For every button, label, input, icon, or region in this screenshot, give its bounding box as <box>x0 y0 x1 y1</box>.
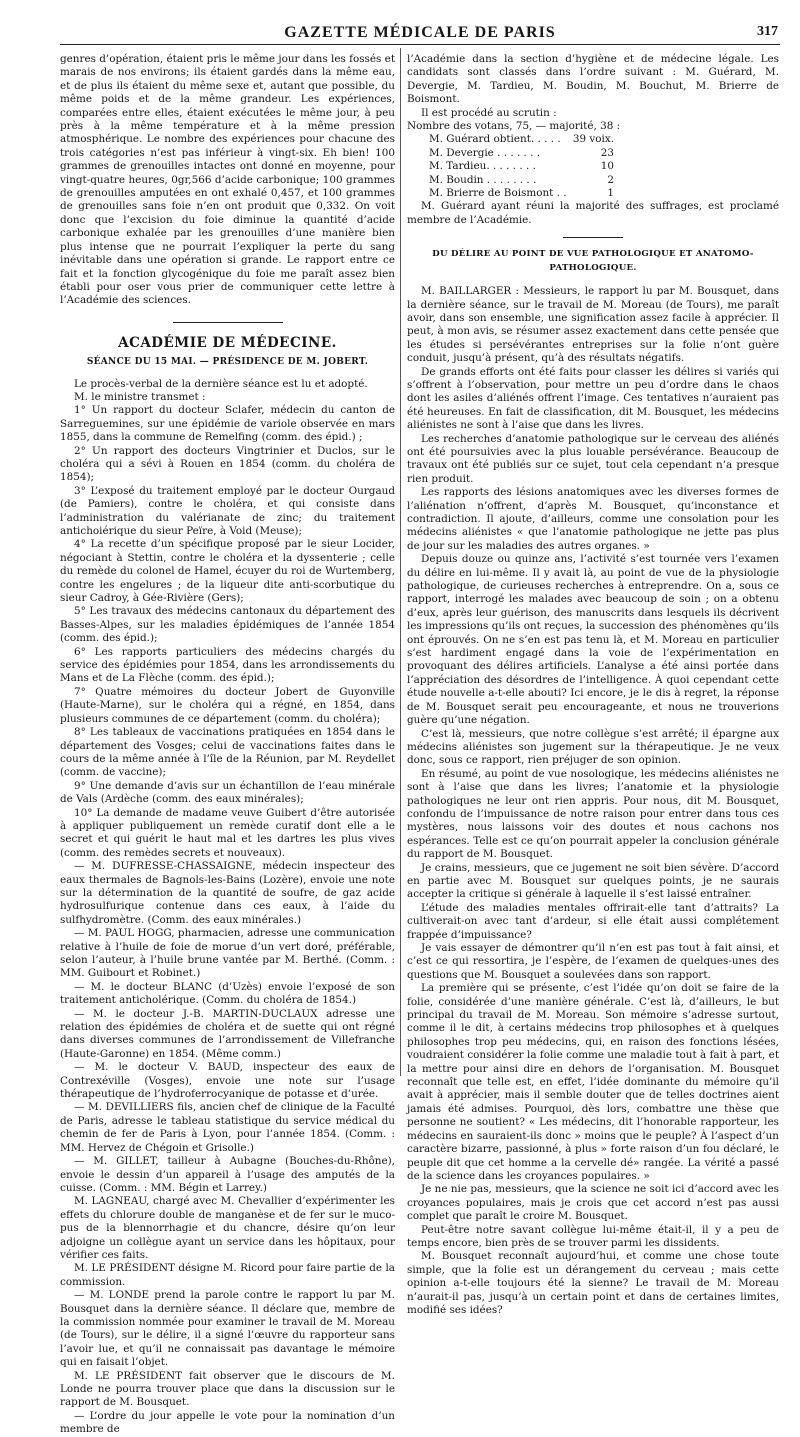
votants-line: Nombre des votans, 75, — majorité, 38 : <box>407 120 621 133</box>
section-separator <box>563 237 623 238</box>
paragraph: Le procès-verbal de la dernière séance est lu et adopté. <box>74 377 368 390</box>
page-number: 317 <box>757 24 778 39</box>
right-column <box>407 53 779 1316</box>
paragraph: Je ne nie pas, messieurs, que la science ne soit ici d’accord avec les croyances populaires, mais je crois que cet accord n’est pas aussi complet que paraît le croire M. Bousquet. <box>407 1183 779 1223</box>
paragraph: — M. DEVILLIERS fils, ancien chef de clinique de la Faculté de Paris, adresse le tableau statistique du service médical du chemin de fer de Paris à Lyon, pour l’année 1854. (Comm. : MM. Hervez de Chégoin et Grisolle.) <box>60 1101 395 1154</box>
paragraph: M. LE PRÉSIDENT fait observer que le discours de M. Londe ne pourra trouver place que dans la discussion sur le rapport de M. Bousquet. <box>60 1369 395 1409</box>
vote-count: 10 <box>600 160 614 173</box>
candidate-name: M. Brierre de Boismont . . <box>429 187 567 200</box>
paragraph: Les recherches d’anatomie pathologique sur le cerveau des aliénés ont été poursuivies avec la plus louable persévérance. Beaucoup de travaux ont été publiés sur ce sujet, tout cela cependant n’a presque rien produit. <box>407 432 779 485</box>
vote-row <box>407 147 614 160</box>
vote-count: 2 <box>607 173 614 186</box>
column-divider <box>400 48 401 1076</box>
candidate-name: M. Boudin . . . . . . . . <box>429 173 537 186</box>
continued-letter-text: genres d’opération, étaient pris le même jour dans les fossés et marais de nos environs; ils étaient gardés dans la même eau, et de plus ils étaient du même sexe et, autant que possible, du même poids et de la même grandeur. Les expériences, comparées entre elles, étaient exécutées le même jour, à peu près à la même température et à la même pression atmosphérique. Le nombre des expériences pour chacune des trois catégories n’est pas inférieur à vingt-six. Eh bien! 100 grammes de grenouilles intactes ont donné en moyenne, pour vingt-quatre heures, 0gr,566 d’acide carbonique; 100 grammes de grenouilles amputées en ont exhalé 0,457, et 100 grammes de grenouilles sans foie n’en ont produit que 0,332. On voit donc que l’excision du foie diminue la quantité d’acide carbonique exhalée par les grenouilles d’une manière bien plus intense que ne pourrait l’expliquer la perte du sang inévitable dans une opération si grande. Le rapport entre ce fait et la fonction glycogénique du foie me paraît assez bien établi pour oser vous prier de communiquer cette lettre à l’Académie des sciences. <box>60 53 395 307</box>
left-column <box>60 53 395 1436</box>
paragraph: M. LAGNEAU, chargé avec M. Chevallier d’expérimenter les effets du chlorure double de manganèse et de fer sur le muco-pus de la blennorrhagie et du chancre, désire qu’on leur adjoigne un collègue ayant un service dans les hôpitaux, pour vérifier ces faits. <box>60 1195 395 1261</box>
paragraph: — M. le docteur J.-B. MARTIN-DUCLAUX adresse une relation des épidémies de choléra et de suette qui ont régné dans diverses communes de l’arrondissement de Villefranche (Haute-Garonne) en 1854. (Même comm.) <box>60 1007 395 1060</box>
paragraph: — M. le docteur V. BAUD, inspecteur des eaux de Contrexéville (Vosges), envoie une note sur l’usage thérapeutique de l’hydroferrocyanique de potasse et d’urée. <box>60 1061 395 1101</box>
section-title: ACADÉMIE DE MÉDECINE. <box>118 334 337 351</box>
scrutin-line: Il est procédé au scrutin : <box>421 106 557 119</box>
paragraph: Je crains, messieurs, que ce jugement ne soit bien sévère. D’accord en partie avec M. Bousquet sur quelques points, je ne saurais accepter la critique si générale à laquelle il s’est laissé entraîner. <box>407 861 779 901</box>
paragraph: Je vais essayer de démontrer qu’il n’en est pas tout à fait ainsi, et c’est ce qui ressortira, je l’espère, de l’examen de quelques-unes des questions que M. Bousquet a soulevées dans son rapport. <box>407 942 779 981</box>
paragraph: — M. PAUL HOGG, pharmacien, adresse une communication relative à l’huile de foie de morue d’un vert doré, préférable, selon l’auteur, à l’huile brune vantée par M. Berthé. (Comm. : MM. Guibourt et Robinet.) <box>60 927 395 980</box>
candidate-name: M. Guérard obtient. . . . . <box>429 133 561 146</box>
vote-row <box>407 160 614 173</box>
vote-row <box>407 174 614 187</box>
paragraph: — M. GILLET, tailleur à Aubagne (Bouches-du-Rhône), envoie le dessin d’un appareil à l’usage des amputés de la cuisse. (Comm. : MM. Bégin et Larrey.) <box>60 1155 395 1194</box>
paragraph: Les rapports des lésions anatomiques avec les diverses formes de l’aliénation n’offrent, d’après M. Bousquet, qu’inconstance et contradiction. Il ajoute, d’ailleurs, comme une consolation pour les médecins aliénistes « que l’anatomie pathologique ne jette pas plus de jour sur les maladies des autres organes. » <box>407 486 779 552</box>
paragraph: 4° La recette d’un spécifique proposé par le sieur Locider, négociant à Stettin, contre le choléra et la dyssenterie ; celle du remède du colonel de Hamel, écuyer du roi de Wurtemberg, contre les engelures ; de la liqueur dite anti-scorbutique du sieur Cadroy, à Gée-Rivière (Gers); <box>60 538 395 605</box>
paragraph: 2° Un rapport des docteurs Vingtrinier et Duclos, sur le choléra qui a sévi à Rouen en 1854 (comm. du choléra de 1854); <box>60 444 395 484</box>
session-line: SÉANCE DU 15 MAI. — PRÉSIDENCE DE M. JOBERT. <box>86 357 369 368</box>
paragraph: M. Bousquet reconnaît aujourd’hui, et comme une chose toute simple, que la folie est un dérangement du cerveau ; mais cette opinion a-t-elle toujours été la sienne? Le travail de M. Moreau n’aurait-il pas, jusqu’à un certain point et dans de certaines limites, modifié ses idées? <box>407 1250 779 1316</box>
paragraph: M. BAILLARGER : Messieurs, le rapport lu par M. Bousquet, dans la dernière séance, sur le travail de M. Moreau (de Tours), me paraît avoir, dans son ensemble, une signification assez facile à apprécier. Il peut, à mon avis, se résumer assez exactement dans cette pensée que les études si persévérantes entreprises sur la folie n’ont guère conduit, jusqu’à présent, qu’à des résultats négatifs. <box>407 285 779 365</box>
paragraph: M. LE PRÉSIDENT désigne M. Ricord pour faire partie de la commission. <box>60 1262 395 1288</box>
paragraph: M. le ministre transmet : <box>74 390 206 403</box>
vote-count: 23 <box>600 146 614 159</box>
candidate-name: M. Devergie . . . . . . . <box>429 146 541 159</box>
vote-count: 39 voix. <box>572 133 614 146</box>
paragraph: 3° L’exposé du traitement employé par le docteur Ourgaud (de Pamiers), contre le choléra, et qui consiste dans l’administration du valérianate de zinc; du traitement antichoiérique du sieur Peïre, à Void (Meuse); <box>60 484 395 537</box>
paragraph: C’est là, messieurs, que notre collègue s’est arrêté; il épargne aux médecins aliénistes son jugement sur la thérapeutique. Je ne veux donc, sous ce rapport, rien préjuger de son opinion. <box>407 727 779 767</box>
paragraph: 7° Quatre mémoires du docteur Jobert de Guyonville (Haute-Marne), sur le choléra qui a régné, en 1854, dans plusieurs communes de ce département (comm. du choléra); <box>60 685 395 725</box>
paragraph: 1° Un rapport du docteur Sclafer, médecin du canton de Sarreguemines, sur une épidémie de variole observée en mars 1855, dans la commune de Remelfing (comm. des épid.) ; <box>60 404 395 444</box>
paragraph: 5° Les travaux des médecins cantonaux du département des Basses-Alpes, sur les maladies épidémiques de l’année 1854 (comm. des épid.); <box>60 605 395 645</box>
paragraph: La première qui se présente, c’est l’idée qu’on doit se faire de la folie, considérée d’une manière générale. C’est là, d’ailleurs, le but principal du travail de M. Moreau. Son mémoire s’adresse surtout, comme il le dit, à certains médecins trop philosophes et à quelques philosophes trop peu médecins, qui, en raison des fonctions lésées, voudraient considérer la folie comme une maladie tout à fait à part, et la mettre pour ainsi dire en dehors de l’organisation. M. Bousquet reconnaît que telle est, en effet, l’idée dominante du mémoire qu’il avait à apprécier, mais il semble douter que de telles doctrines aient jamais été admises. Pourquoi, dès lors, combattre une thèse que personne ne soutient? « Les médecins, dit l’honorable rapporteur, les médecins en sauraient-ils donc » moins que le peuple? À l’aspect d’un caractère bizarre, passionné, à plus » forte raison d’un fou déclaré, le peuple dit que cet homme a la cervelle dé» rangée. La vérité a passé de la science dans les croyances populaires. » <box>407 982 779 1182</box>
paragraph: — M. LONDE prend la parole contre le rapport lu par M. Bousquet dans la dernière séance. Il déclare que, membre de la commission nommée pour examiner le travail de M. Moreau (de Tours), sur le délire, il a signé l’œuvre du rapporteur sans l’avoir lue, et qu’il ne connaissait pas davantage le mémoire qui en faisait l’objet. <box>60 1289 395 1369</box>
paragraph: — M. DUFRESSE-CHASSAIGNE, médecin inspecteur des eaux thermales de Bagnols-les-Bains (Lozère), envoie une note sur la détermination de la quantité de soufre, de gaz acide hydrosulfurique contenue dans ces eaux, à l’aide du sulfhydromètre. (Comm. des eaux minérales.) <box>60 860 395 926</box>
paragraph: L’étude des maladies mentales offrirait-elle tant d’attraits? La cultiverait-on avec tant d’ardeur, si elle était aussi complétement frappée d’impuissance? <box>407 901 779 941</box>
candidate-name: M. Tardieu. . . . . . . . <box>429 160 536 173</box>
paragraph: De grands efforts ont été faits pour classer les délires si variés qui s’offrent à l’observation, pour mettre un peu d’ordre dans le chaos dont les asiles d’aliénés offrent l’image. Ces tentatives n’auraient pas été heureuses. En fait de classification, dit M. Bousquet, les médecins aliénistes ne sont à l’aise que dans les livres. <box>407 365 779 432</box>
vote-count: 1 <box>607 187 614 200</box>
paragraph: Depuis douze ou quinze ans, l’activité s’est tournée vers l’examen du délire en lui-même. Il y avait là, au point de vue de la physiologie pathologique, de curieuses recherches à entreprendre. On a, sous ce rapport, interrogé les malades avec beaucoup de soin ; on a obtenu d’eux, après leur guérison, des manuscrits dans lesquels ils décrivent les impressions qu’ils ont reçues, la succession des phénomènes qu’ils ont éprouvés. On ne s’en est pas tenu là, et M. Moreau en particulier s’est hardiment engagé dans la voie de l’expérimentation en provoquant des délires artificiels. L’analyse a été ainsi portée dans l’appréciation des désordres de l’intelligence. À quoi cependant cette étude nouvelle a-t-elle abouti? Ici encore, je le dis à regret, la réponse de M. Bousquet serait peu encourageante, et nous ne trouverions guère qu’une négation. <box>407 553 779 727</box>
continued-text: l’Académie dans la section d’hygiène et de médecine légale. Les candidats sont classés dans l’ordre suivant : M. Guérard, M. Devergie, M. Tardieu, M. Boudin, M. Bouchut, M. Brierre de Boismont. <box>407 53 779 106</box>
vote-result: M. Guérard ayant réuni la majorité des suffrages, est proclamé membre de l’Académie. <box>407 200 779 226</box>
journal-title: GAZETTE MÉDICALE DE PARIS <box>284 24 556 41</box>
vote-row <box>407 187 614 200</box>
paragraph: — L’ordre du jour appelle le vote pour la nomination d’un membre de <box>60 1409 395 1436</box>
paragraph: — M. le docteur BLANC (d’Uzès) envoie l’exposé de son traitement anticholérique. (Comm. du choléra de 1854.) <box>60 980 395 1007</box>
paragraph: Peut-être notre savant collègue lui-même était-il, il y a peu de temps encore, bien près de se trouver parmi les dissidents. <box>407 1223 779 1249</box>
page-header <box>60 22 780 45</box>
subsection-title: DU DÉLIRE AU POINT DE VUE PATHOLOGIQUE ET ANATOMO-PATHOLOGIQUE. <box>432 249 754 273</box>
paragraph: 9° Une demande d’avis sur un échantillon de l’eau minérale de Vals (Ardèche (comm. des eaux minérales); <box>60 779 395 806</box>
vote-row <box>407 133 614 146</box>
paragraph: En résumé, au point de vue nosologique, les médecins aliénistes ne sont à l’aise que dans les livres; l’anatomie et la physiologie pathologiques ne leur ont rien appris. Pour nous, dit M. Bousquet, confondu de l’impuissance de notre raison pour entrer dans tous ces mystères, nous laissons voir des doutes et nous cachons nos espérances. Telle est ce qu’on pourrait appeler la conclusion générale du rapport de M. Bousquet. <box>407 767 779 861</box>
section-separator <box>173 322 283 323</box>
paragraph: 6° Les rapports particuliers des médecins chargés du service des épidémies pour 1854, dans les arrondissements du Mans et de La Flèche (comm. des épid.); <box>60 645 395 685</box>
paragraph: 8° Les tableaux de vaccinations pratiquées en 1854 dans le département des Vosges; celui de vaccinations faites dans le cours de la même année à l’île de la Réunion, par M. Reydellet (comm. de vaccine); <box>60 726 395 779</box>
paragraph: 10° La demande de madame veuve Guibert d’être autorisée à appliquer publiquement un remède curatif dont elle a le secret et qui guérit le haut mal et les dartres les plus vives (comm. des remèdes secrets et nouveaux). <box>60 806 395 859</box>
